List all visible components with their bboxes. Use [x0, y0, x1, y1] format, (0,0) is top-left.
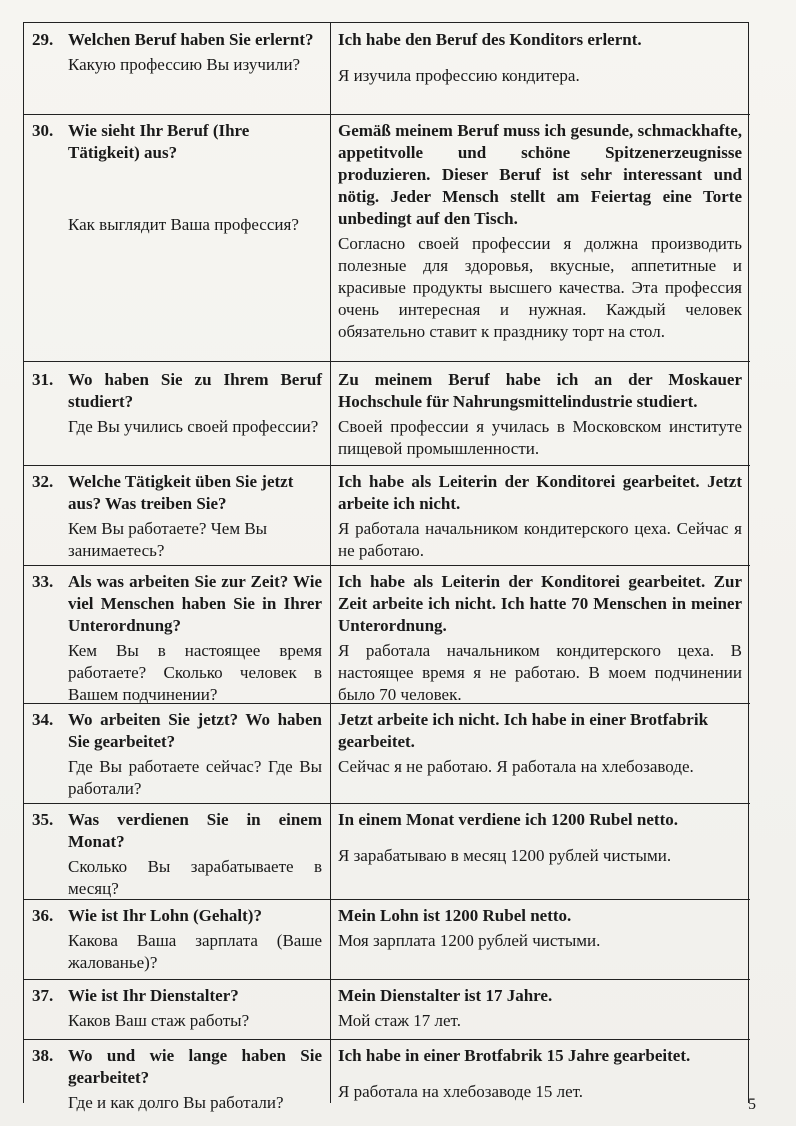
question-ru: Как выглядит Ваша профессия?: [68, 215, 299, 234]
answer-ru: Моя зарплата 1200 рублей чистыми.: [338, 931, 601, 950]
answer-cell: [338, 1045, 742, 1103]
question-cell: [68, 905, 322, 974]
question-ru: Каков Ваш стаж работы?: [68, 1011, 250, 1030]
answer-cell: [338, 709, 742, 778]
question-cell: [68, 471, 322, 562]
question-ru: Какова Ваша зарплата (Ваше жалованье)?: [68, 931, 322, 972]
table-row: [24, 1039, 750, 1112]
question-ru: Где и как долго Вы работали?: [68, 1093, 284, 1112]
question-de: Wo arbeiten Sie jetzt? Wo haben Sie gearbeitet?: [68, 710, 322, 751]
question-de: Wie sieht Ihr Beruf (Ihre Tätigkeit) aus?: [68, 121, 250, 162]
row-number: 34.: [32, 710, 54, 729]
question-cell: [68, 120, 322, 236]
answer-cell: [338, 571, 742, 706]
question-ru: Какую профессию Вы изучили?: [68, 55, 301, 74]
answer-de: Mein Dienstalter ist 17 Jahre.: [338, 986, 553, 1005]
row-number: 31.: [32, 370, 54, 389]
row-number: 33.: [32, 572, 54, 591]
answer-de: Ich habe als Leiterin der Konditorei gearbeitet. Zur Zeit arbeite ich nicht. Ich hatte 70 Menschen in meiner Unterordnung.: [338, 572, 742, 635]
question-de: Was verdienen Sie in einem Monat?: [68, 810, 322, 851]
answer-cell: [338, 985, 742, 1032]
table-row: [24, 23, 750, 114]
answer-ru: Мой стаж 17 лет.: [338, 1011, 461, 1030]
answer-cell: [338, 120, 742, 343]
answer-ru: Согласно своей профессии я должна производить полезные для здоровья, вкусные, аппетитные и красивые продукты высшего качества. Эта профессия очень интересная и нужная. Каждый человек обязательно ставит к празднику торт на стол.: [338, 234, 742, 341]
answer-de: Ich habe in einer Brotfabrik 15 Jahre gearbeitet.: [338, 1046, 691, 1065]
question-de: Als was arbeiten Sie zur Zeit? Wie viel Menschen haben Sie in Ihrer Unterordnung?: [68, 572, 322, 635]
table-row: [24, 703, 750, 803]
answer-ru: Я работала начальником кондитерского цеха. Сейчас я не работаю.: [338, 519, 742, 560]
answer-de: In einem Monat verdiene ich 1200 Rubel netto.: [338, 810, 678, 829]
row-number: 32.: [32, 472, 54, 491]
question-ru: Сколько Вы зарабатываете в месяц?: [68, 857, 322, 898]
question-de: Wie ist Ihr Lohn (Gehalt)?: [68, 906, 262, 925]
table-row: [24, 979, 750, 1039]
answer-de: Ich habe als Leiterin der Konditorei gearbeitet. Jetzt arbeite ich nicht.: [338, 472, 742, 513]
question-ru: Кем Вы работаете? Чем Вы занимаетесь?: [68, 519, 268, 560]
row-number: 38.: [32, 1046, 54, 1065]
answer-de: Gemäß meinem Beruf muss ich gesunde, schmackhafte, appetitvolle und schöne Spitzenerzeugnisse produzieren. Dieser Beruf ist sehr interessant und nötig. Jeder Mensch stellt am Feiertag eine Torte unbedingt auf den Tisch.: [338, 121, 742, 228]
answer-de: Zu meinem Beruf habe ich an der Moskauer Hochschule für Nahrungsmittelindustrie studiert.: [338, 370, 742, 411]
table-row: [24, 803, 750, 899]
question-cell: [68, 369, 322, 438]
table-row: [24, 899, 750, 979]
answer-ru: Сейчас я не работаю. Я работала на хлебозаводе.: [338, 757, 694, 776]
answer-cell: [338, 905, 742, 952]
table-row: [24, 114, 750, 361]
question-ru: Кем Вы в настоящее время работаете? Сколько человек в Вашем подчинении?: [68, 641, 322, 704]
answer-ru: Я зарабатываю в месяц 1200 рублей чистыми.: [338, 846, 672, 865]
question-de: Wie ist Ihr Dienstalter?: [68, 986, 239, 1005]
question-de: Welche Tätigkeit üben Sie jetzt aus? Was treiben Sie?: [68, 472, 294, 513]
question-de: Wo und wie lange haben Sie gearbeitet?: [68, 1046, 322, 1087]
question-de: Wo haben Sie zu Ihrem Beruf studiert?: [68, 370, 322, 411]
row-number: 36.: [32, 906, 54, 925]
answer-cell: [338, 369, 742, 460]
page-number: 5: [748, 1096, 756, 1113]
question-cell: [68, 709, 322, 800]
qa-table: [23, 22, 749, 1112]
question-de: Welchen Beruf haben Sie erlernt?: [68, 30, 314, 49]
question-cell: [68, 809, 322, 900]
question-ru: Где Вы учились своей профессии?: [68, 417, 319, 436]
answer-cell: [338, 809, 742, 867]
answer-cell: [338, 29, 742, 87]
table-row: [24, 465, 750, 565]
answer-ru: Своей профессии я училась в Московском институте пищевой промышленности.: [338, 417, 742, 458]
question-ru: Где Вы работаете сейчас? Где Вы работали?: [68, 757, 322, 798]
row-number: 35.: [32, 810, 54, 829]
row-number: 37.: [32, 986, 54, 1005]
answer-de: Mein Lohn ist 1200 Rubel netto.: [338, 906, 572, 925]
answer-cell: [338, 471, 742, 562]
answer-de: Ich habe den Beruf des Konditors erlernt.: [338, 30, 642, 49]
table-row: [24, 565, 750, 703]
answer-ru: Я изучила профессию кондитера.: [338, 66, 580, 85]
table-row: [24, 361, 750, 465]
question-cell: [68, 1045, 322, 1114]
question-cell: [68, 985, 322, 1032]
row-number: 29.: [32, 30, 54, 49]
answer-de: Jetzt arbeite ich nicht. Ich habe in einer Brotfabrik gearbeitet.: [338, 710, 709, 751]
question-cell: [68, 571, 322, 706]
answer-ru: Я работала начальником кондитерского цеха. В настоящее время я не работаю. В моем подчинении было 70 человек.: [338, 641, 742, 704]
answer-ru: Я работала на хлебозаводе 15 лет.: [338, 1082, 584, 1101]
row-number: 30.: [32, 121, 54, 140]
question-cell: [68, 29, 322, 76]
